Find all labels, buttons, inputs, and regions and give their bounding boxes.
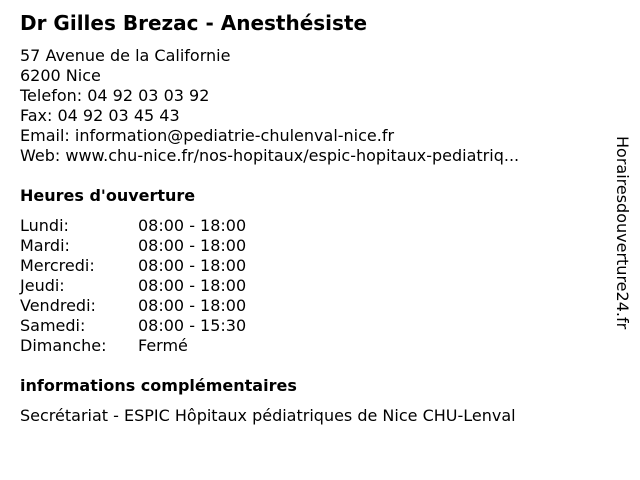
day-label: Jeudi:: [20, 276, 65, 295]
hours-row-sunday: [20, 336, 246, 356]
day-hours: 08:00 - 18:00: [138, 276, 247, 295]
day-hours: Fermé: [138, 336, 188, 355]
site-brand-watermark: Horairesdouverture24.fr: [613, 136, 632, 330]
hours-row-thursday: [20, 276, 246, 296]
contact-card: [20, 10, 600, 426]
additional-info-text: Secrétariat - ESPIC Hôpitaux pédiatriques de Nice CHU-Lenval: [20, 406, 516, 425]
day-hours: 08:00 - 18:00: [138, 296, 247, 315]
hours-row-friday: [20, 296, 246, 316]
additional-info-heading: informations complémentaires: [20, 376, 297, 395]
day-label: Mardi:: [20, 236, 70, 255]
day-label: Mercredi:: [20, 256, 95, 275]
day-hours: 08:00 - 18:00: [138, 236, 247, 255]
day-label: Vendredi:: [20, 296, 96, 315]
website-link[interactable]: Web: www.chu-nice.fr/nos-hopitaux/espic-hopitaux-pediatriq...: [20, 146, 520, 165]
hours-row-tuesday: [20, 236, 246, 256]
hours-row-saturday: [20, 316, 246, 336]
day-hours: 08:00 - 18:00: [138, 256, 247, 275]
hours-row-wednesday: [20, 256, 246, 276]
doctor-title: Dr Gilles Brezac - Anesthésiste: [20, 11, 368, 35]
address-city: 6200 Nice: [20, 66, 101, 85]
opening-hours-heading: Heures d'ouverture: [20, 186, 196, 205]
day-hours: 08:00 - 15:30: [138, 316, 247, 335]
phone-number: Telefon: 04 92 03 03 92: [20, 86, 210, 105]
opening-hours-table: [20, 216, 246, 356]
day-label: Lundi:: [20, 216, 69, 235]
day-hours: 08:00 - 18:00: [138, 216, 247, 235]
hours-row-monday: [20, 216, 246, 236]
address-street: 57 Avenue de la Californie: [20, 46, 231, 65]
day-label: Samedi:: [20, 316, 86, 335]
day-label: Dimanche:: [20, 336, 107, 355]
fax-number: Fax: 04 92 03 45 43: [20, 106, 180, 125]
email-address: Email: information@pediatrie-chulenval-nice.fr: [20, 126, 395, 145]
